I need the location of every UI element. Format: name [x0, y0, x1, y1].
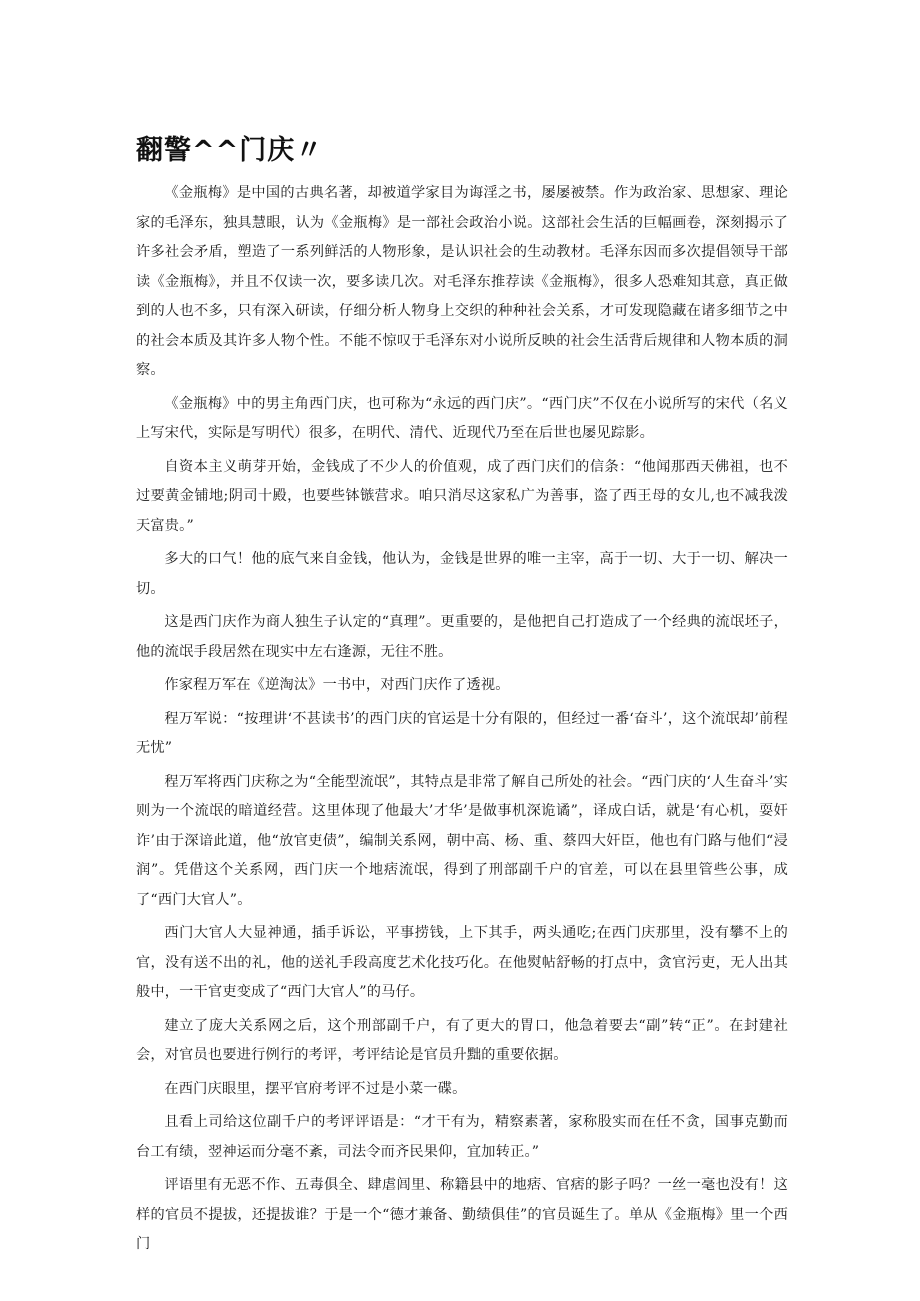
article-body: [136, 179, 788, 1264]
paragraph: 程万军说：“按理讲‘不甚读书’的西门庆的官运是十分有限的，但经过一番‘奋斗’，这个流氓却’前程无忧”: [136, 710, 788, 756]
document-title: 翻警^^门庆〃: [136, 135, 324, 166]
paragraph: 自资本主义萌芽开始，金钱成了不少人的价值观，成了西门庆们的信条：“他闻那西天佛祖，也不过要黄金铺地;阴司十殿，也要些钵镞营求。咱只消尽这家私广为善事，盗了西王母的女儿,也不减我泼天富贵。”: [136, 458, 788, 534]
paragraph: 建立了庞大关系网之后，这个刑部副千户，有了更大的胃口，他急着要去“副”转“正”。在封建社会，对官员也要进行例行的考评，考评结论是官员升黜的重要依据。: [136, 1017, 788, 1063]
paragraph: 且看上司给这位副千户的考评评语是：“才干有为，精察素著，家称股实而在任不贪，国事克勤而台工有绩，翌神运而分毫不紊，司法令而齐民果仰，宜加转正。”: [136, 1114, 788, 1160]
paragraph: 评语里有无恶不作、五毒俱全、肆虐闾里、称籍县中的地痞、官痞的影子吗？一丝一毫也没有！这样的官员不提拔，还提拔谁？于是一个“德才兼备、勤绩俱佳”的官员诞生了。单从《金瓶梅》里一个西门: [136, 1177, 788, 1252]
paragraph: 《金瓶梅》是中国的古典名著，却被道学家目为诲淫之书，屡屡被禁。作为政治家、思想家、理论家的毛泽东，独具慧眼，认为《金瓶梅》是一部社会政治小说。这部社会生活的巨幅画卷，深刻揭示了许多社会矛盾，塑造了一系列鲜活的人物形象，是认识社会的生动教材。毛泽东因而多次提倡领导干部读《金瓶梅》，并且不仅读一次，要多读几次。对毛泽东推荐读《金瓶梅》，很多人恐难知其意，真正做到的人也不多，只有深入研读，仔细分析人物身上交织的种种社会关系，才可发现隐藏在诸多细节之中的社会本质及其许多人物个性。不能不惊叹于毛泽东对小说所反映的社会生活背后规律和人物本质的洞察。: [136, 185, 788, 378]
paragraph: 这是西门庆作为商人独生子认定的“真理”。更重要的，是他把自己打造成了一个经典的流氓坯子，他的流氓手段居然在现实中左右逢源，无往不胜。: [136, 614, 788, 660]
paragraph: 西门大官人大显神通，插手诉讼，平事捞钱，上下其手，两头通吃;在西门庆那里，没有攀不上的官，没有送不出的礼，他的送礼手段高度艺术化技巧化。在他熨帖舒畅的打点中，贪官污吏，无人出其般中，一干官吏变成了“西门大官人”的马仔。: [136, 925, 788, 1000]
paragraph: 多大的口气！他的底气来自金钱，他认为，金钱是世界的唯一主宰，高于一切、大于一切、解决一切。: [136, 551, 788, 597]
paragraph: 作家程万军在《逆淘汰》一书中，对西门庆作了透视。: [164, 677, 510, 693]
paragraph: 《金瓶梅》中的男主角西门庆，也可称为“永远的西门庆”。“西门庆”不仅在小说所写的宋代（名义上写宋代，实际是写明代）很多，在明代、清代、近现代乃至在后世也屡见踪影。: [136, 395, 788, 441]
paragraph: 在西门庆眼里，摆平官府考评不过是小菜一碟。: [164, 1080, 467, 1097]
paragraph: 程万军将西门庆称之为“全能型流氓”，其特点是非常了解自己所处的社会。“西门庆的‘人生奋斗’实则为一个流氓的暗道经营。这里体现了他最大’才华’是做事机深诡谲”，译成白话，就是‘有心机，耍奸诈’由于深谙此道，他“放官吏债”，编制关系网，朝中高、杨、重、蔡四大奸臣，他也有门路与他们“浸润”。凭借这个关系网，西门庆一个地痞流氓，得到了刑部副千户的官差，可以在县里管些公事，成了“西门大官人”。: [136, 773, 788, 908]
